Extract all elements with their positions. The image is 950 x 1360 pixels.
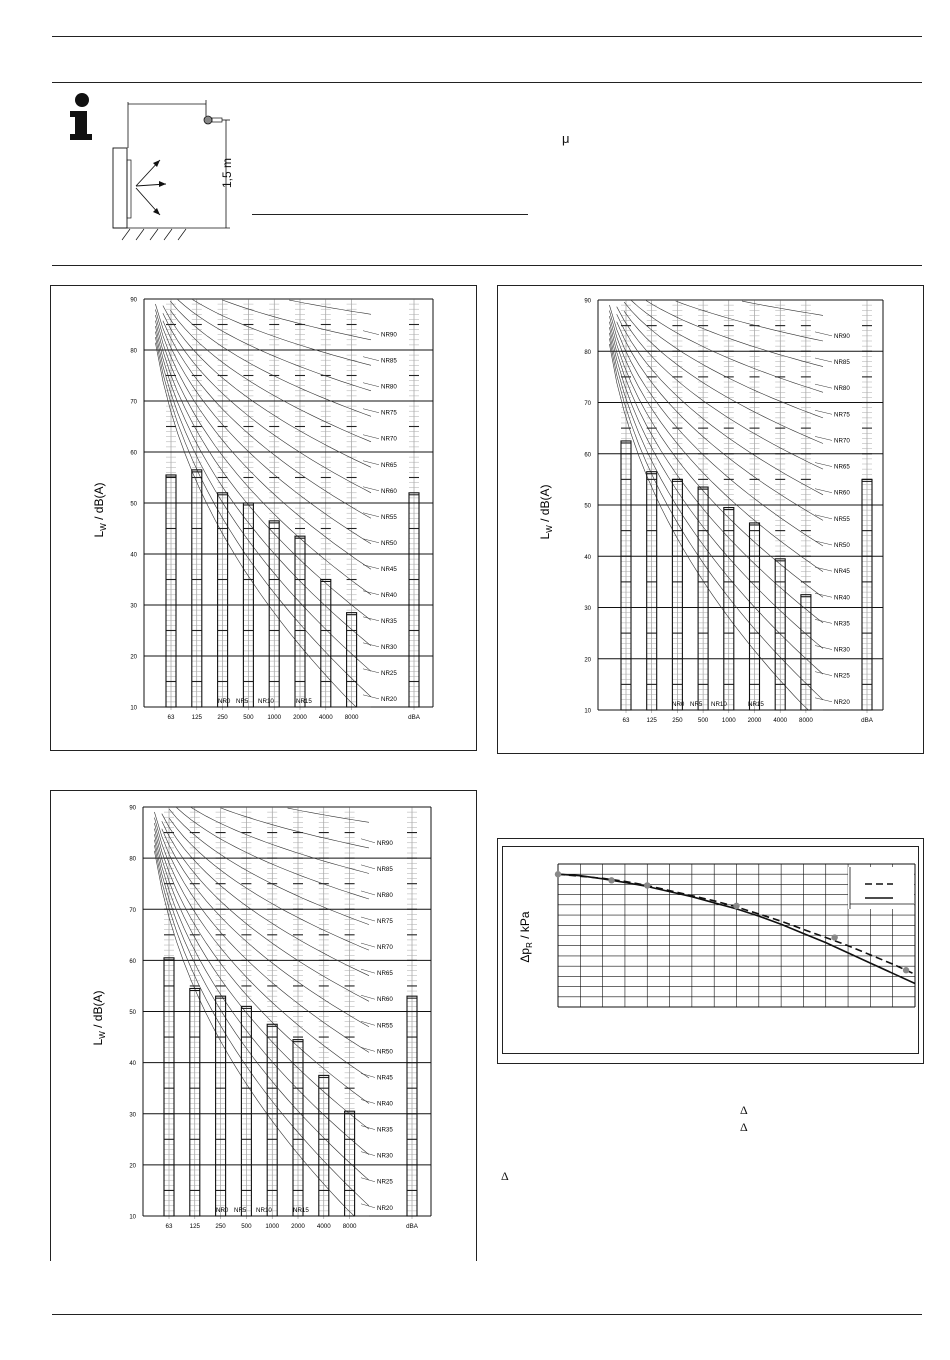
sound-chart-box-1 [50,285,477,751]
nr-leader [815,672,832,676]
nr-curve [163,306,371,468]
delta-symbol-2: Δ [740,1120,748,1134]
info-bottom-rule [52,265,922,266]
x-tick-label: 125 [189,1223,200,1230]
nr-curve [162,821,369,1001]
x-tick-label: 4000 [318,714,333,721]
x-tick-label: 125 [646,717,657,724]
nr-curve [154,829,369,1130]
nr-curve [609,344,823,710]
nr-leader [815,358,832,362]
info-top-rule [52,82,922,83]
nr-label: NR60 [377,996,393,1004]
nr-label: NR20 [834,698,850,706]
nr-bottom-label: NR15 [293,1207,309,1214]
y-tick-label: 80 [129,856,136,863]
x-tick-label: 250 [672,717,683,724]
sound-chart-2 [498,286,923,753]
nr-label: NR70 [377,944,393,952]
nr-label: NR55 [834,515,850,523]
info-underline [252,214,528,215]
nr-label: NR45 [834,568,850,576]
nr-label: NR85 [834,359,850,367]
delta-symbol-3: Δ [501,1169,509,1183]
x-tick-label: 63 [165,1223,173,1230]
x-tick-label: 1000 [265,1223,280,1230]
nr-leader [363,695,379,699]
nr-leader [361,969,375,973]
nr-leader [363,383,379,387]
y-tick-label: 20 [130,654,137,661]
nr-leader [363,409,379,413]
y-tick-label: 70 [130,399,137,406]
x-tick-label: dBA [861,717,873,724]
nr-curve [617,314,823,495]
y-tick-label: 10 [130,705,137,712]
y-tick-label: 40 [584,554,591,561]
nr-leader [815,619,832,623]
nr-label: NR20 [381,695,397,703]
nr-leader [363,461,379,465]
data-point [733,903,739,909]
sound-chart-1 [51,286,476,750]
nr-leader [815,567,832,571]
nr-label: NR90 [377,839,393,847]
y-tick-label: 30 [130,603,137,610]
nr-bottom-label: NR15 [748,701,764,708]
x-tick-label: 500 [243,714,254,721]
y-tick-label: 40 [129,1061,136,1068]
nr-leader [363,513,379,517]
nr-leader [361,917,375,921]
nr-leader [361,1073,375,1077]
nr-leader [361,891,375,895]
nr-bottom-label: NR0 [672,701,685,708]
sound-chart-box-3 [50,790,477,1261]
y-tick-label: 60 [130,450,137,457]
nr-curve [191,808,369,874]
nr-curve [222,300,371,340]
nr-leader [361,1047,375,1051]
nr-leader [361,943,375,947]
nr-curve [632,301,824,393]
nr-leader [361,1204,375,1208]
nr-curve [155,304,371,544]
nr-label: NR50 [834,541,850,549]
nr-leader [815,463,832,467]
top-rule [52,36,922,37]
x-tick-label: 2000 [293,714,307,721]
mu-symbol: μ [562,131,570,146]
y-tick-label: 60 [129,958,136,965]
x-tick-label: 4000 [773,717,788,724]
nr-label: NR75 [377,918,393,926]
nr-label: NR50 [377,1048,393,1056]
nr-label: NR80 [377,891,393,899]
nr-label: NR35 [834,620,850,628]
x-tick-label: 250 [217,714,228,721]
nr-leader [815,698,832,702]
nr-curve [154,823,369,1103]
y-tick-label: 90 [129,805,136,812]
nr-label: NR55 [377,1022,393,1030]
x-tick-label: 2000 [291,1223,305,1230]
y-axis-label: $L_W / dB(A)$ [91,990,107,1046]
nr-leader [815,593,832,597]
nr-label: NR70 [834,437,850,445]
y-tick-label: 10 [584,708,591,715]
nr-bottom-label: NR10 [711,701,727,708]
pressure-chart-inner [502,846,919,1054]
nr-curve [609,305,823,546]
nr-label: NR25 [834,672,850,680]
nr-bottom-label: NR10 [256,1207,272,1214]
footer-rule [52,1314,922,1315]
x-tick-label: 250 [215,1223,226,1230]
nr-leader [815,384,832,388]
nr-leader [815,646,832,650]
x-tick-label: 125 [191,714,202,721]
nr-label: NR75 [381,409,397,417]
nr-curve [676,301,823,341]
delta-symbol-1: Δ [740,1103,748,1117]
nr-leader [363,643,379,647]
y-tick-label: 50 [130,501,137,508]
nr-leader [815,541,832,545]
nr-leader [361,865,375,869]
nr-label: NR30 [834,646,850,654]
nr-leader [363,435,379,439]
x-tick-label: dBA [408,714,420,721]
nr-curve [154,851,369,1216]
nr-leader [363,591,379,595]
y-tick-label: 60 [584,452,591,459]
nr-curve [154,845,369,1206]
y-tick-label: 30 [584,606,591,612]
nr-label: NR80 [834,385,850,393]
data-point [644,882,650,888]
nr-bottom-label: NR5 [236,698,249,705]
nr-label: NR20 [377,1204,393,1212]
nr-curve [609,338,823,700]
y-tick-label: 70 [129,907,136,914]
nr-leader [815,436,832,440]
y-tick-label: 10 [129,1214,136,1221]
nr-curve [155,332,371,672]
x-tick-label: dBA [406,1223,418,1230]
nr-label: NR30 [377,1152,393,1160]
nr-curve [154,818,369,1078]
y-tick-label: 80 [584,349,591,356]
nr-leader [361,1178,375,1182]
pressure-chart-box [497,838,924,1064]
x-tick-label: 8000 [342,1223,357,1230]
x-tick-label: 63 [167,714,175,721]
nr-label: NR85 [377,865,393,873]
y-tick-label: 50 [129,1010,136,1016]
nr-bottom-label: NR0 [218,698,231,705]
nr-curve [154,840,369,1180]
nr-curve [742,301,823,315]
nr-label: NR75 [834,411,850,419]
y-tick-label: 50 [584,503,591,510]
nr-curve [177,808,369,899]
nr-curve [155,310,371,570]
nr-curve [289,300,371,314]
x-tick-label: 1000 [267,714,282,721]
sound-chart-3 [51,791,476,1261]
nr-bottom-label: NR0 [216,1207,229,1214]
nr-leader [363,565,379,569]
y-axis-label: $L_W / dB(A)$ [538,484,554,540]
nr-bottom-label: NR15 [296,698,312,705]
nr-bottom-label: NR10 [258,698,274,705]
y-tick-label: 30 [129,1112,136,1119]
nr-curve [155,315,371,595]
nr-label: NR80 [381,383,397,391]
x-tick-label: 8000 [344,714,359,721]
nr-curve [169,809,369,925]
nr-curve [155,337,371,697]
nr-bottom-label: NR5 [690,701,703,708]
pressure-chart [503,847,918,1053]
nr-label: NR70 [381,435,397,443]
nr-label: NR60 [834,489,850,497]
height-label: 1,5 m [220,157,234,188]
nr-label: NR65 [377,970,393,978]
nr-label: NR50 [381,539,397,547]
nr-curve [170,301,371,416]
y-tick-label: 40 [130,552,137,559]
y-axis-label: $L_W / dB(A)$ [92,482,108,538]
nr-label: NR85 [381,357,397,365]
nr-curve [288,808,369,822]
nr-leader [363,357,379,361]
nr-leader [363,539,379,543]
info-icon [66,92,96,142]
nr-curve [609,333,823,674]
nr-curve [193,300,371,366]
nr-leader [363,669,379,673]
nr-leader [815,332,832,336]
nr-curve [162,814,369,976]
y-tick-label: 90 [584,298,591,305]
nr-leader [363,331,379,335]
nr-label: NR55 [381,513,397,521]
x-tick-label: 2000 [747,717,762,724]
nr-leader [815,410,832,414]
nr-curve [155,343,371,707]
nr-label: NR90 [834,332,850,340]
data-point [903,967,909,973]
nr-label: NR65 [381,461,397,469]
nr-curve [163,313,371,493]
nr-label: NR40 [834,594,850,602]
data-point [555,871,561,877]
nr-label: NR45 [377,1074,393,1082]
pressure-y-label: $\Delta p_R$ / kPa [518,911,534,963]
nr-curve [154,812,369,1052]
y-tick-label: 20 [584,657,591,664]
nr-leader [815,515,832,519]
nr-label: NR90 [381,331,397,339]
nr-curve [617,307,823,469]
nr-label: NR35 [377,1126,393,1134]
y-tick-label: 80 [130,348,137,355]
nr-curve [609,311,823,572]
nr-label: NR60 [381,487,397,495]
nr-label: NR25 [377,1178,393,1186]
nr-curve [155,321,371,621]
nr-leader [361,1152,375,1156]
nr-label: NR65 [834,463,850,471]
x-tick-label: 63 [622,717,630,724]
legend-area [848,867,914,909]
sound-chart-box-2 [497,285,924,754]
x-tick-label: 8000 [799,717,813,724]
nr-leader [361,839,375,843]
x-tick-label: 4000 [316,1223,331,1230]
nr-label: NR35 [381,617,397,625]
nr-bottom-label: NR5 [234,1207,247,1214]
nr-leader [361,995,375,999]
y-tick-label: 70 [584,401,591,407]
nr-label: NR40 [377,1100,393,1108]
nr-curve [624,302,823,418]
nr-curve [609,316,823,597]
nr-curve [609,322,823,623]
nr-label: NR40 [381,591,397,599]
x-tick-label: 1000 [721,717,736,724]
nr-label: NR45 [381,565,397,573]
y-tick-label: 20 [129,1163,136,1170]
data-point [608,877,614,883]
x-tick-label: 500 [241,1223,252,1230]
y-tick-label: 90 [130,297,137,304]
data-point [831,934,837,940]
nr-label: NR30 [381,643,397,651]
nr-leader [361,1126,375,1130]
x-tick-label: 500 [697,717,709,724]
nr-label: NR25 [381,669,397,677]
nr-curve [221,808,369,848]
